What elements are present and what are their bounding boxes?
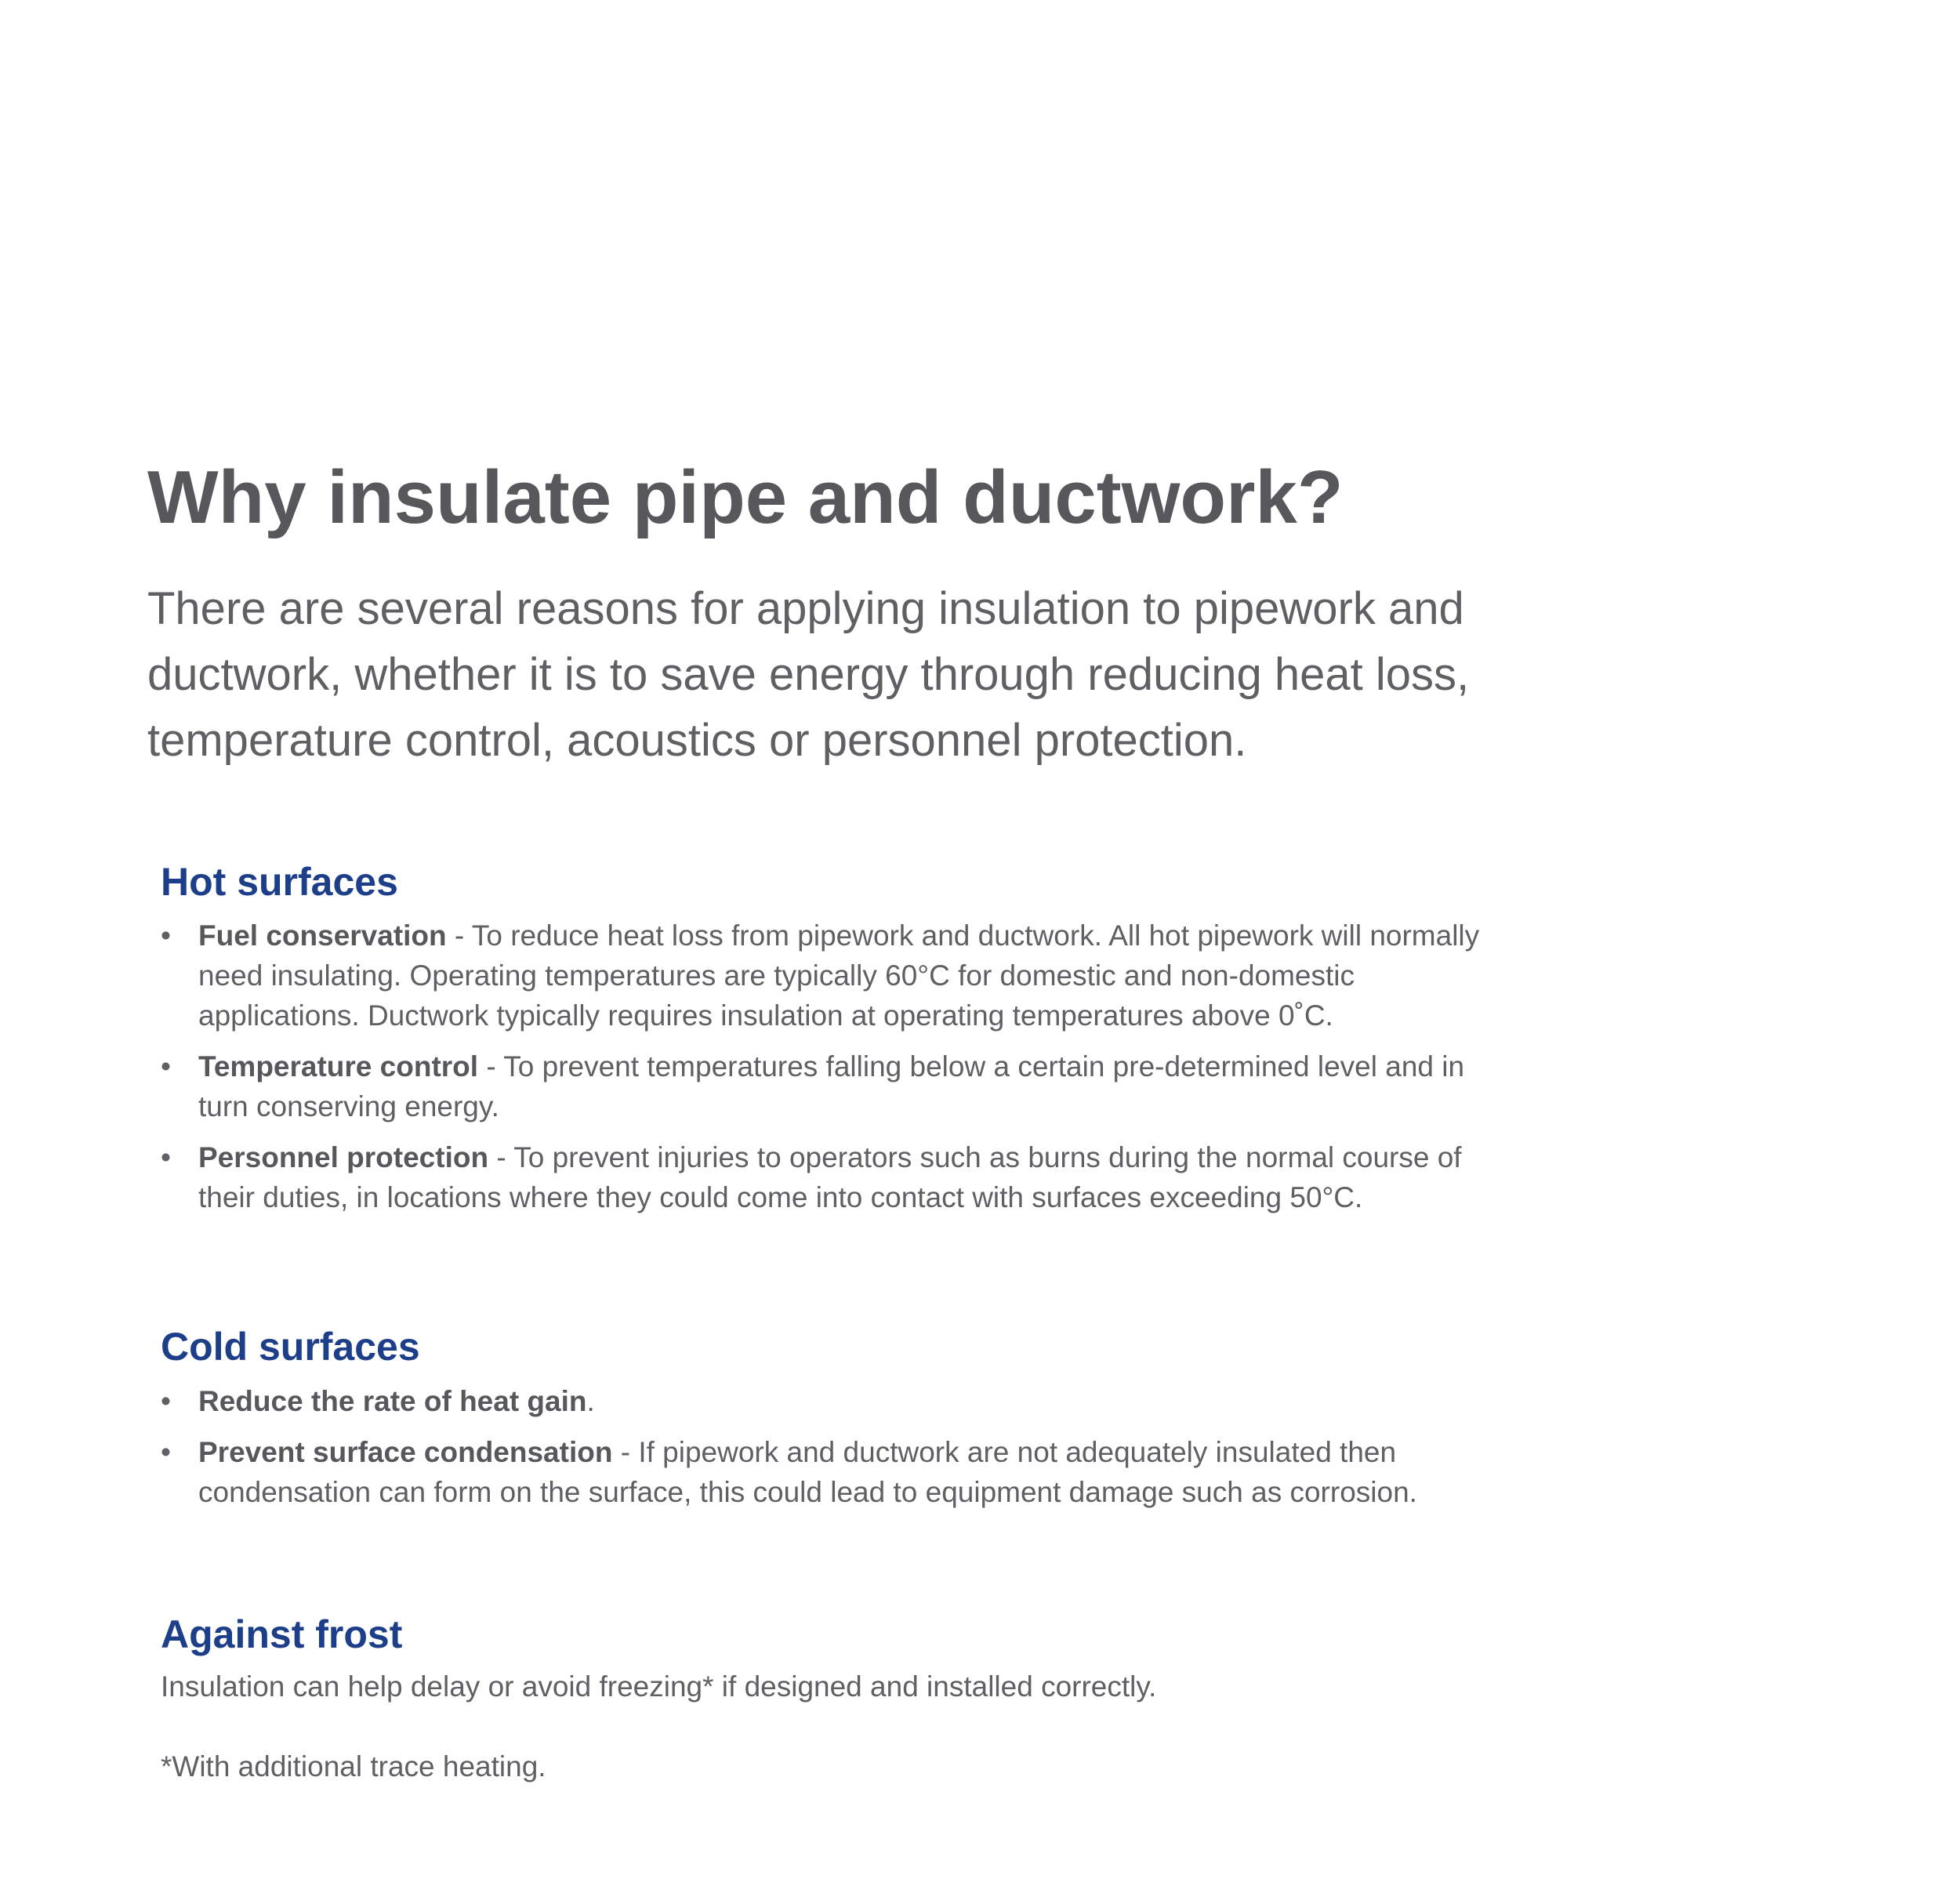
bullet-term: Prevent surface condensation	[198, 1436, 613, 1468]
intro-line: There are several reasons for applying insulation to pipework and	[147, 583, 1464, 634]
bullet-text: applications. Ductwork typically requires insulation at operating temperatures above 0˚C.	[198, 999, 1333, 1032]
bullet-text: - To prevent injuries to operators such as burns during the normal course of	[488, 1141, 1462, 1173]
bullet-term: Fuel conservation	[198, 919, 447, 952]
bullet-text: their duties, in locations where they could come into contact with surfaces exceeding 50°C.	[198, 1181, 1363, 1213]
against-frost-heading: Against frost	[161, 1612, 403, 1656]
cold-surfaces-list	[161, 1381, 1807, 1512]
list-item	[161, 1432, 1807, 1512]
intro-paragraph	[147, 576, 1793, 774]
list-item	[161, 916, 1807, 1035]
hot-surfaces-heading: Hot surfaces	[161, 860, 398, 904]
bullet-text: - If pipework and ductwork are not adequately insulated then	[612, 1436, 1397, 1468]
bullet-text: - To prevent temperatures falling below a certain pre-determined level and in	[478, 1050, 1465, 1083]
bullet-icon: •	[161, 1050, 171, 1083]
bullet-icon: •	[161, 919, 171, 952]
list-item	[161, 1381, 1807, 1421]
bullet-term: Reduce the rate of heat gain	[198, 1385, 587, 1417]
bullet-icon: •	[161, 1385, 171, 1417]
bullet-text: condensation can form on the surface, this could lead to equipment damage such as corrosion.	[198, 1476, 1417, 1508]
cold-surfaces-heading: Cold surfaces	[161, 1325, 420, 1369]
frost-text: Insulation can help delay or avoid freezing* if designed and installed correctly.	[161, 1670, 1157, 1703]
list-item	[161, 1137, 1807, 1217]
bullet-term: Personnel protection	[198, 1141, 489, 1173]
page-title: Why insulate pipe and ductwork?	[147, 455, 1344, 539]
list-item	[161, 1046, 1807, 1126]
bullet-text: - To reduce heat loss from pipework and ductwork. All hot pipework will normally	[446, 919, 1480, 952]
intro-line: ductwork, whether it is to save energy through reducing heat loss,	[147, 649, 1470, 700]
bullet-term: Temperature control	[198, 1050, 479, 1083]
bullet-icon: •	[161, 1141, 171, 1173]
bullet-text: .	[586, 1385, 595, 1417]
intro-line: temperature control, acoustics or personnel protection.	[147, 715, 1247, 766]
hot-surfaces-list	[161, 916, 1807, 1217]
bullet-text: turn conserving energy.	[198, 1090, 499, 1122]
bullet-icon: •	[161, 1436, 171, 1468]
bullet-text: need insulating. Operating temperatures are typically 60°C for domestic and non-domestic	[198, 959, 1355, 992]
footnote: *With additional trace heating.	[161, 1750, 546, 1783]
